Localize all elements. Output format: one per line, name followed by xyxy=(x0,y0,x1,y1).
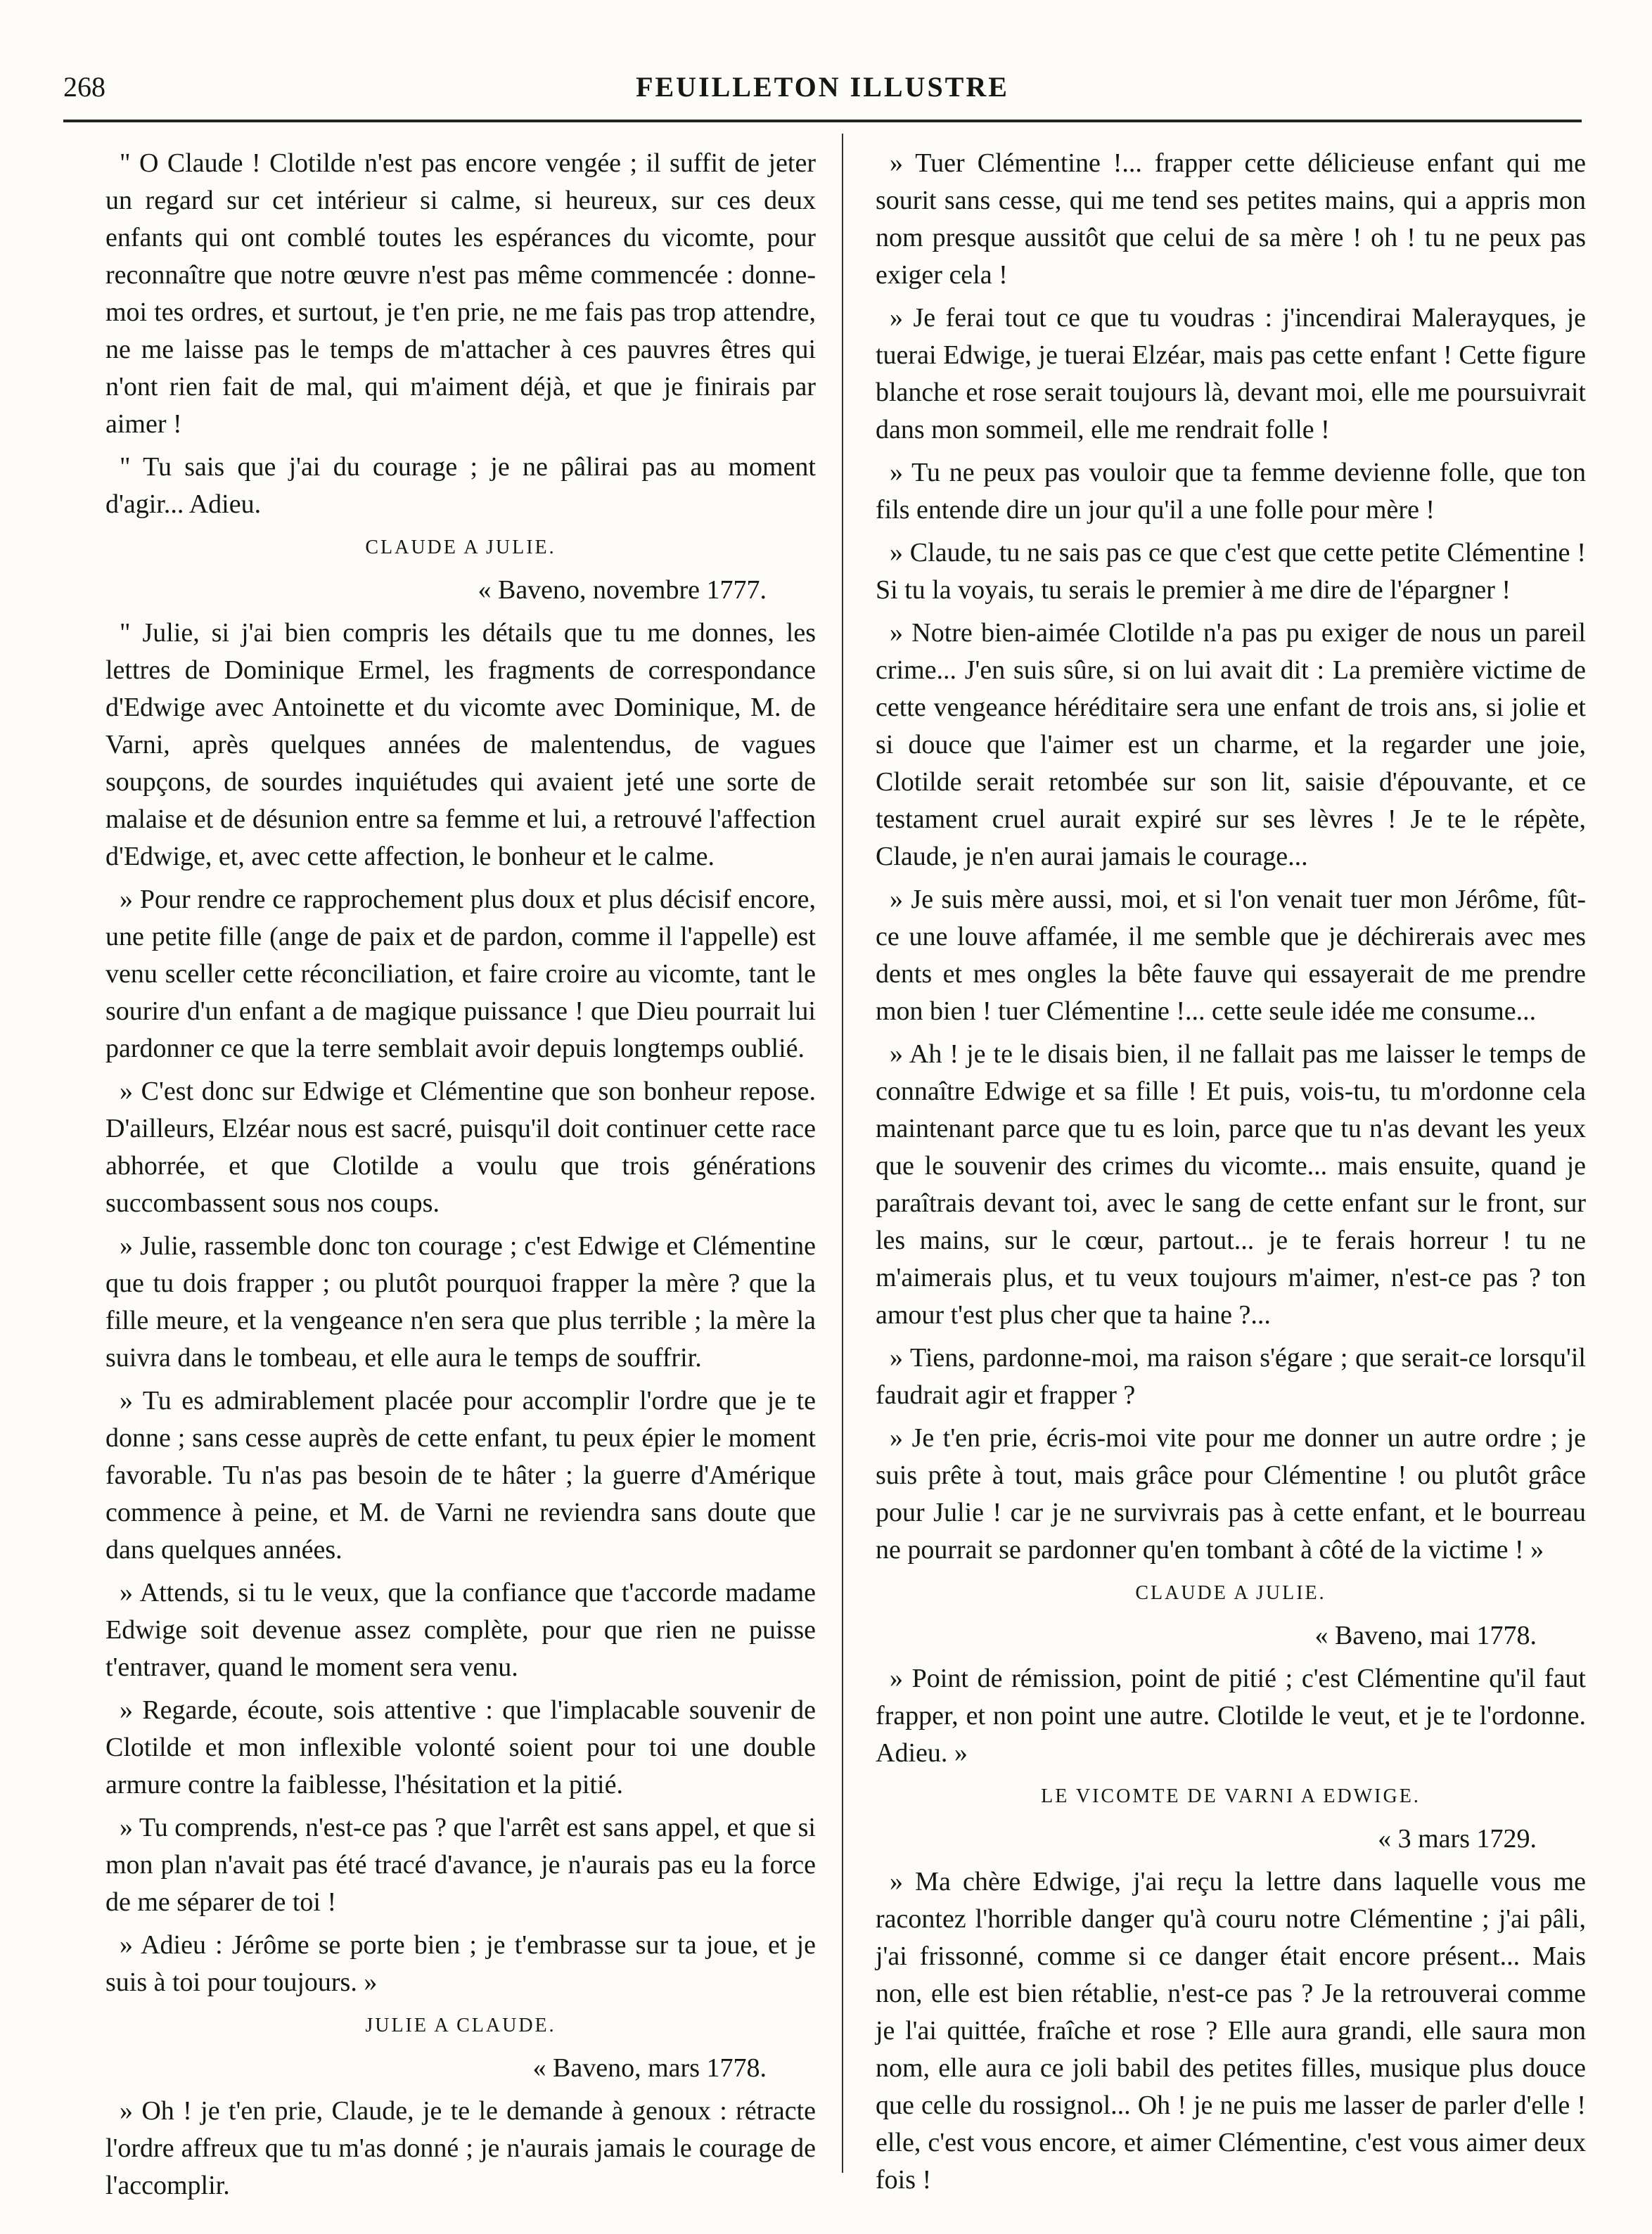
paragraph: » Tu comprends, n'est-ce pas ? que l'arrêt est sans appel, et que si mon plan n'avait pas été tracé d'avance, je n'aurais pas eu la force de me séparer de toi ! xyxy=(105,1813,816,1917)
letter-heading: CLAUDE A JULIE. xyxy=(365,537,556,558)
paragraph: » Notre bien-aimée Clotilde n'a pas pu exiger de nous un pareil crime... J'en suis sûre, si on lui avait dit : La première victime de cette vengeance héréditaire sera une enfant de trois ans, si jolie et si douce que l'aimer est un charme, et la regarder une joie, Clotilde serait retombée sur son lit, saisie d'épouvante, et ce testament cruel aurait expiré sur ses lèvres ! Je te le répète, Claude, je n'en aurai jamais le courage... xyxy=(876,618,1586,871)
paragraph: " Julie, si j'ai bien compris les détails que tu me donnes, les lettres de Dominique Ermel, les fragments de correspondance d'Edwige avec Antoinette et du vicomte avec Dominique, M. de Varni, après quelques années de malentendus, de vagues soupçons, de sourdes inquiétudes qui avaient jeté une sorte de malaise et de désunion entre sa femme et lui, a retrouvé l'affection d'Edwige, et, avec cette affection, le bonheur et le calme. xyxy=(105,618,816,871)
paragraph: » Tuer Clémentine !... frapper cette délicieuse enfant qui me sourit sans cesse, qui me tend ses petites mains, qui a appris mon nom presque aussitôt que celui de sa mère ! oh ! tu ne peux pas exiger cela ! xyxy=(876,148,1586,290)
paragraph: » Tu es admirablement placée pour accomplir l'ordre que je te donne ; sans cesse auprès de cette enfant, tu peux épier le moment favorable. Tu n'as pas besoin de te hâter ; la guerre d'Amérique commence à peine, et M. de Varni ne reviendra sans doute que dans quelques années. xyxy=(105,1386,816,1565)
paragraph: » Pour rendre ce rapprochement plus doux et plus décisif encore, une petite fille (ange de paix et de pardon, comme il l'appelle) est venu sceller cette réconciliation, et faire croire au vicomte, tant le sourire d'un enfant a de magique puissance ! que Dieu pourrait lui pardonner ce que la terre semblait avoir depuis longtemps oublié. xyxy=(105,885,816,1063)
paragraph: » Julie, rassemble donc ton courage ; c'est Edwige et Clémentine que tu dois frapper ; ou plutôt pourquoi frapper la mère ? que la fille meure, et la vengeance n'en sera que plus terrible ; la mère la suivra dans le tombeau, et elle aura le temps de souffrir. xyxy=(105,1231,816,1373)
column-divider xyxy=(842,134,843,2173)
paragraph: » Adieu : Jérôme se porte bien ; je t'embrasse sur ta joue, et je suis à toi pour toujours. » xyxy=(105,1930,816,1997)
paragraph: » Regarde, écoute, sois attentive : que l'implacable souvenir de Clotilde et mon inflexible volonté soient pour toi une double armure contre la faiblesse, l'hésitation et la pitié. xyxy=(105,1695,816,1799)
page-header xyxy=(63,70,1582,113)
paragraph: » Attends, si tu le veux, que la confiance que t'accorde madame Edwige soit devenue assez complète, pour que rien ne puisse t'entraver, quand le moment sera venu. xyxy=(105,1578,816,1682)
left-column xyxy=(105,145,816,2210)
letter-dateline: « Baveno, novembre 1777. xyxy=(478,575,767,605)
paragraph: » Je ferai tout ce que tu voudras : j'incendirai Malerayques, je tuerai Edwige, je tuerai Elzéar, mais pas cette enfant ! Cette figure blanche et rose serait toujours là, devant moi, elle me poursuivrait dans mon sommeil, elle me rendrait folle ! xyxy=(876,303,1586,444)
letter-heading: JULIE A CLAUDE. xyxy=(365,2015,556,2036)
paragraph: " O Claude ! Clotilde n'est pas encore vengée ; il suffit de jeter un regard sur cet intérieur si calme, si heureux, sur ces deux enfants qui ont comblé toutes les espérances du vicomte, pour reconnaître que notre œuvre n'est pas même commencée : donne-moi tes ordres, et surtout, je t'en prie, ne me fais pas trop attendre, ne me laisse pas le temps de m'attacher à ces pauvres êtres qui n'ont rien fait de mal, qui m'aiment déjà, et que je finirais par aimer ! xyxy=(105,148,816,439)
paragraph: » C'est donc sur Edwige et Clémentine que son bonheur repose. D'ailleurs, Elzéar nous est sacré, puisqu'il doit continuer cette race abhorrée, et que Clotilde a voulu que trois générations succombassent sous nos coups. xyxy=(105,1077,816,1218)
page-number: 268 xyxy=(63,71,105,103)
letter-heading: CLAUDE A JULIE. xyxy=(1135,1582,1326,1604)
paragraph: » Oh ! je t'en prie, Claude, je te le demande à genoux : rétracte l'ordre affreux que tu m'as donné ; je n'aurais jamais le courage de l'accomplir. xyxy=(105,2096,816,2200)
letter-dateline: « 3 mars 1729. xyxy=(1378,1824,1537,1854)
paragraph: » Claude, tu ne sais pas ce que c'est que cette petite Clémentine ! Si tu la voyais, tu serais le premier à me dire de l'épargner ! xyxy=(876,538,1586,605)
paragraph: » Ma chère Edwige, j'ai reçu la lettre dans laquelle vous me racontez l'horrible danger qu'à couru notre Clémentine ; j'ai pâli, j'ai frissonné, comme si ce danger était encore présent... Mais non, elle est bien rétablie, n'est-ce pas ? Je la retrouverai comme je l'ai quittée, fraîche et rose ? Elle aura grandi, elle saura mon nom, elle aura ce joli babil des petites filles, musique plus douce que celle du rossignol... Oh ! je ne puis me lasser de parler d'elle ! elle, c'est vous encore, et aimer Clémentine, c'est vous aimer deux fois ! xyxy=(876,1867,1586,2195)
letter-dateline: « Baveno, mars 1778. xyxy=(532,2053,767,2083)
header-rule xyxy=(63,120,1582,122)
paragraph: » Tiens, pardonne-moi, ma raison s'égare ; que serait-ce lorsqu'il faudrait agir et frapper ? xyxy=(876,1343,1586,1410)
right-column xyxy=(876,145,1586,2204)
paragraph: " Tu sais que j'ai du courage ; je ne pâlirai pas au moment d'agir... Adieu. xyxy=(105,452,816,519)
paragraph: » Tu ne peux pas vouloir que ta femme devienne folle, que ton fils entende dire un jour qu'il a une folle pour mère ! xyxy=(876,458,1586,525)
paragraph: » Ah ! je te le disais bien, il ne fallait pas me laisser le temps de connaître Edwige et sa fille ! Et puis, vois-tu, tu m'ordonne cela maintenant parce que tu es loin, parce que tu n'as devant les yeux que le souvenir des crimes du vicomte... mais ensuite, quand je paraîtrais devant toi, avec le sang de cette enfant sur le front, sur les mains, sur le cœur, partout... je te ferais horreur ! tu ne m'aimerais plus, et tu veux toujours m'aimer, n'est-ce pas ? ton amour t'est plus cher que ta haine ?... xyxy=(876,1039,1586,1330)
running-title: FEUILLETON ILLUSTRE xyxy=(636,71,1009,103)
letter-heading: LE VICOMTE DE VARNI A EDWIGE. xyxy=(1041,1785,1421,1807)
paragraph: » Point de rémission, point de pitié ; c'est Clémentine qu'il faut frapper, et non point une autre. Clotilde le veut, et je te l'ordonne. Adieu. » xyxy=(876,1664,1586,1768)
letter-dateline: « Baveno, mai 1778. xyxy=(1314,1621,1537,1650)
paragraph: » Je suis mère aussi, moi, et si l'on venait tuer mon Jérôme, fût-ce une louve affamée, il me semble que je déchirerais avec mes dents et mes ongles la bête fauve qui essayerait de me prendre mon bien ! tuer Clémentine !... cette seule idée me consume... xyxy=(876,885,1586,1026)
paragraph: » Je t'en prie, écris-moi vite pour me donner un autre ordre ; je suis prête à tout, mais grâce pour Clémentine ! ou plutôt grâce pour Julie ! car je ne survivrais pas à cette enfant, et le bourreau ne pourrait se pardonner qu'en tombant à côté de la victime ! » xyxy=(876,1423,1586,1565)
